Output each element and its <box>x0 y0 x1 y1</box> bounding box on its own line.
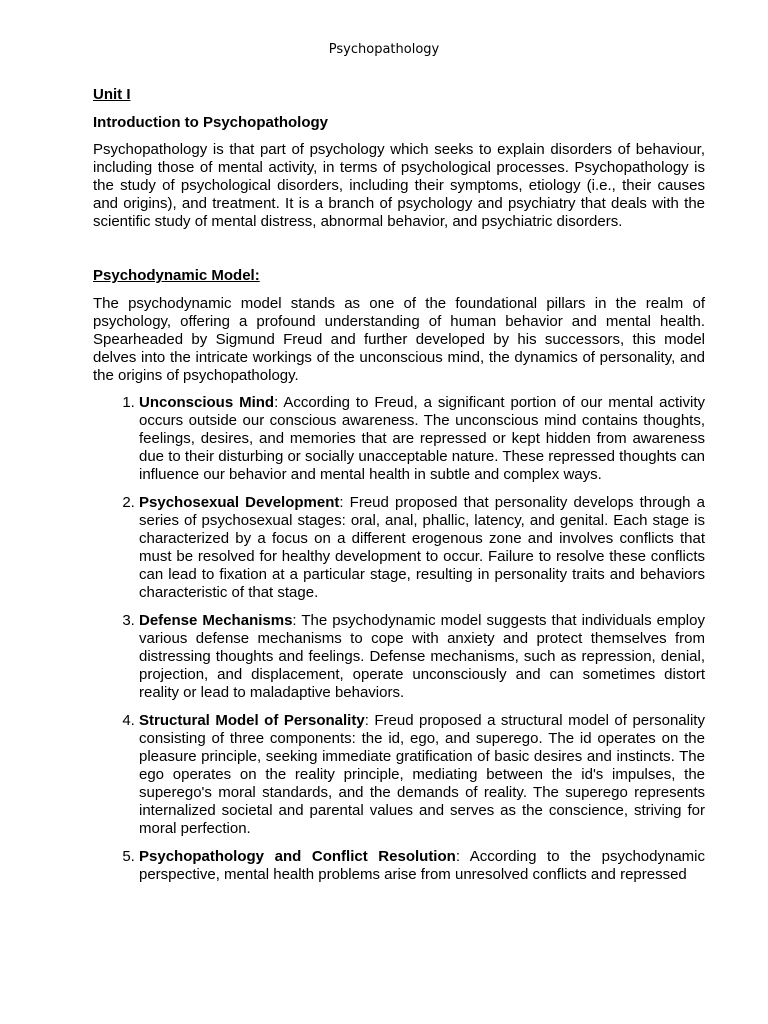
list-item-text: : According to Freud, a significant portion of our mental activity occurs outside our conscious awareness. The unconscious mind contains thoughts, feelings, desires, and memories that are repressed or kept hidden from awareness due to their disturbing or socially unacceptable nature. These repressed thoughts can influence our behavior and mental health in subtle and complex ways. <box>139 394 705 483</box>
unit-heading: Unit I <box>93 86 131 103</box>
list-item-term: Psychopathology and Conflict Resolution <box>139 848 456 865</box>
page-header: Psychopathology <box>328 42 440 57</box>
list-item-text: : Freud proposed that personality develops through a series of psychosexual stages: oral, anal, phallic, latency, and genital. Each stage is characterized by a focus on a different erogenous zone and involves conflicts that must be resolved for healthy development to occur. Failure to resolve these conflicts can lead to fixation at a particular stage, resulting in personality traits and behaviors characteristic of that stage. <box>139 494 705 601</box>
psychodynamic-heading: Psychodynamic Model: <box>93 267 260 284</box>
intro-heading: Introduction to Psychopathology <box>93 114 328 131</box>
psychodynamic-list <box>93 394 705 884</box>
list-item-term: Psychosexual Development <box>139 494 340 511</box>
list-item <box>139 712 705 838</box>
list-item <box>139 394 705 484</box>
psychodynamic-paragraph: The psychodynamic model stands as one of the foundational pillars in the realm of psychology, offering a profound understanding of human behavior and mental health. Spearheaded by Sigmund Freud and further developed by his successors, this model delves into the intricate workings of the unconscious mind, the dynamics of personality, and the origins of psychopathology. <box>93 295 705 384</box>
document-body <box>93 86 705 894</box>
list-item-text: : According to the psychodynamic perspective, mental health problems arise from unresolved conflicts and repressed <box>139 848 705 883</box>
list-item <box>139 494 705 602</box>
list-item-text: : Freud proposed a structural model of personality consisting of three components: the id, ego, and superego. The id operates on the pleasure principle, seeking immediate gratification of basic desires and instincts. The ego operates on the reality principle, mediating between the id's impulses, the superego's moral standards, and the demands of reality. The superego represents internalized societal and parental values and serves as the conscience, striving for moral perfection. <box>139 712 705 837</box>
list-item-term: Structural Model of Personality <box>139 712 365 729</box>
intro-paragraph: Psychopathology is that part of psychology which seeks to explain disorders of behaviour, including those of mental activity, in terms of psychological processes. Psychopathology is the study of psychological disorders, including their symptoms, etiology (i.e., their causes and origins), and treatment. It is a branch of psychology and psychiatry that deals with the scientific study of mental distress, abnormal behavior, and psychiatric disorders. <box>93 141 705 230</box>
list-item <box>139 848 705 884</box>
list-item <box>139 612 705 702</box>
list-item-term: Unconscious Mind <box>139 394 275 411</box>
list-item-term: Defense Mechanisms <box>139 612 293 629</box>
list-item-text: : The psychodynamic model suggests that individuals employ various defense mechanisms to cope with anxiety and protect themselves from distressing thoughts and feelings. Defense mechanisms, such as repression, denial, projection, and displacement, operate unconsciously and can sometimes distort reality or lead to maladaptive behaviors. <box>139 612 705 701</box>
